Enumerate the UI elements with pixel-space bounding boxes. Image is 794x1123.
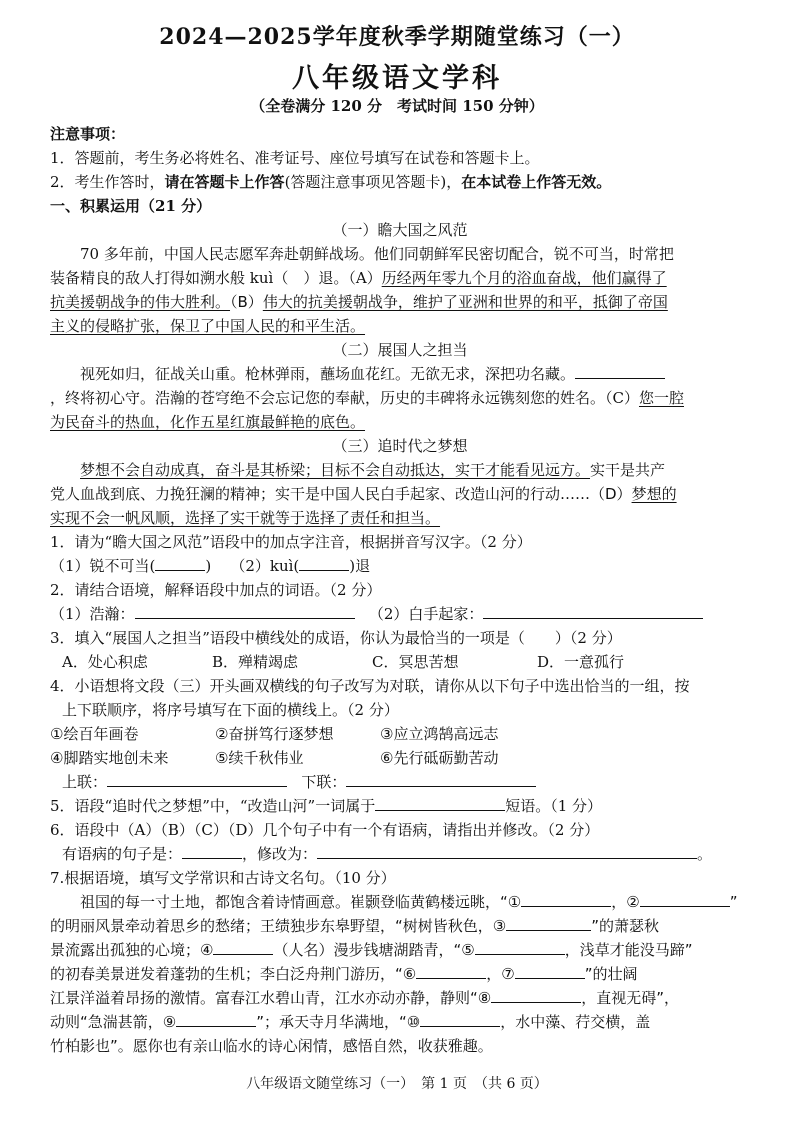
passage-3-line-2: 党人血战到底、力挽狂澜的精神；实干是中国人民白手起家、改造山河的行动……（D）梦想的 — [50, 485, 677, 503]
question-4-line-2: 上下联顺序，将序号填写在下面的横线上。（2 分） — [62, 701, 399, 719]
answer-blank[interactable] — [640, 890, 730, 907]
answer-blank[interactable] — [317, 842, 697, 859]
question-1-answers: （1）锐不可当( ) （2）kuì( )退 — [50, 554, 750, 578]
question-6-answers: 有语病的句子是： ，修改为： 。 — [50, 842, 750, 866]
answer-blank[interactable] — [155, 554, 205, 571]
notice-heading: 注意事项： — [50, 125, 126, 143]
sentence-option: ①绘百年画卷 — [50, 725, 139, 743]
question-7-line-7: 竹柏影也”。愿你也有亲山临水的诗心闲情，感悟自然，收获雅趣。 — [50, 1037, 493, 1055]
question-5: 5．语段“追时代之梦想”中，“改造山河”一词属于 短语。（1 分） — [50, 794, 750, 818]
passage-3-line-3: 实现不会一帆风顺，选择了实干就等于选择了责任和担当。 — [50, 509, 441, 527]
sentence-option: ⑤续千秋伟业 — [215, 749, 304, 767]
notice-item-1: 1．答题前，考生务必将姓名、准考证号、座位号填写在试卷和答题卡上。 — [50, 149, 540, 167]
option-b[interactable]: B．殚精竭虑 — [212, 653, 299, 671]
question-4-options-row-2 — [50, 746, 750, 770]
answer-blank[interactable] — [176, 1010, 256, 1027]
answer-blank[interactable] — [515, 962, 585, 979]
question-6: 6．语段中（A）（B）（C）（D）几个句子中有一个有语病，请指出并修改。（2 分） — [50, 821, 600, 839]
sentence-option: ⑥先行砥砺勤苦动 — [380, 749, 499, 767]
answer-blank[interactable] — [182, 842, 242, 859]
answer-blank[interactable] — [213, 938, 273, 955]
passage-2-line-2: ，终将初心守。浩瀚的苍穹绝不会忘记您的奉献，历史的丰碑将永远镌刻您的姓名。（C）您一腔 — [50, 389, 684, 407]
sentence-option: ④脚踏实地创未来 — [50, 749, 169, 767]
subject-title: 八年级语文学科 — [292, 63, 502, 94]
question-7-line-3: 景流露出孤独的心境；④ （人名）漫步钱塘湖踏青，“⑤ ，浅草才能没马蹄” — [50, 938, 750, 962]
exam-body — [50, 122, 750, 1058]
passage-1-line-1: 70 多年前，中国人民志愿军奔赴朝鲜战场。他们同朝鲜军民密切配合，锐不可当，时常把 — [80, 245, 674, 263]
question-2: 2．请结合语境，解释语段中加点的词语。（2 分） — [50, 581, 382, 599]
answer-blank[interactable] — [475, 938, 565, 955]
sentence-option: ②奋拼笃行逐梦想 — [215, 725, 334, 743]
question-2-answers: （1）浩瀚： （2）白手起家： — [50, 602, 750, 626]
passage-1-line-2: 装备精良的敌人打得如溯水般 kuì（ ）退。（A）历经两年零九个月的浴血奋战，他们赢得了 — [50, 269, 667, 287]
question-3: 3．填入“展国人之担当”语段中横线处的成语，你认为最恰当的一项是（ ）（2 分） — [50, 629, 622, 647]
question-7-line-4: 的初春美景迸发着蓬勃的生机；李白泛舟荆门游历，“⑥ ，⑦ ”的壮阔 — [50, 962, 750, 986]
exam-title: 2024—2025学年度秋季学期随堂练习（一） — [159, 24, 635, 50]
passage-2-line-1: 视死如归，征战关山重。枪林弹雨，蘸场血花红。无欲无求，深把功名藏。 — [50, 362, 750, 386]
question-3-options — [50, 650, 750, 674]
answer-blank[interactable] — [483, 602, 703, 619]
question-4-answers: 上联： 下联： — [50, 770, 750, 794]
subheading-2: （二）展国人之担当 — [332, 341, 468, 359]
question-1: 1．请为“瞻大国之风范”语段中的加点字注音，根据拼音写汉字。（2 分） — [50, 533, 532, 551]
answer-blank[interactable] — [521, 890, 611, 907]
subheading-1: （一）瞻大国之风范 — [332, 221, 468, 239]
question-7-line-2: 的明丽风景牵动着思乡的愁绪；王绩独步东皋野望，“树树皆秋色，③ ”的萧瑟秋 — [50, 914, 750, 938]
question-7-line-5: 江景洋溢着昂扬的激情。富春江水碧山青，江水亦动亦静，静则“⑧ ，直视无碍”， — [50, 986, 750, 1010]
answer-blank[interactable] — [299, 554, 349, 571]
answer-blank[interactable] — [575, 362, 665, 379]
answer-blank[interactable] — [107, 770, 287, 787]
question-7-line-1: 祖国的每一寸土地，都饱含着诗情画意。崔颢登临黄鹤楼远眺，“① ，② ” — [50, 890, 750, 914]
exam-info: （全卷满分 120 分 考试时间 150 分钟） — [250, 97, 544, 115]
page-footer: 八年级语文随堂练习（一） 第 1 页 （共 6 页） — [246, 1076, 548, 1092]
passage-2-line-3: 为民奋斗的热血，化作五星红旗最鲜艳的底色。 — [50, 413, 366, 431]
question-7: 7.根据语境，填写文学常识和古诗文名句。（10 分） — [50, 869, 396, 887]
option-c[interactable]: C．冥思苦想 — [372, 653, 459, 671]
question-7-line-6: 动则“急湍甚箭，⑨ ”；承天寺月华满地，“⑩ ，水中藻、荇交横，盖 — [50, 1010, 750, 1034]
answer-blank[interactable] — [346, 770, 536, 787]
option-d[interactable]: D．一意孤行 — [537, 653, 625, 671]
passage-1-line-3: 抗美援朝战争的伟大胜利。（B）伟大的抗美援朝战争，维护了亚洲和世界的和平，抵御了帝国 — [50, 293, 668, 311]
section-heading: 一、积累运用（21 分） — [50, 197, 212, 215]
answer-blank[interactable] — [506, 914, 591, 931]
option-a[interactable]: A．处心积虑 — [62, 653, 148, 671]
answer-blank[interactable] — [375, 794, 505, 811]
answer-blank[interactable] — [416, 962, 486, 979]
answer-blank[interactable] — [420, 1010, 500, 1027]
answer-blank[interactable] — [135, 602, 355, 619]
question-4-options-row-1 — [50, 722, 750, 746]
passage-3-line-1: 梦想不会自动成真，奋斗是其桥梁；目标不会自动抵达，实干才能看见远方。实干是共产 — [80, 461, 666, 479]
passage-1-line-4: 主义的侵略扩张，保卫了中国人民的和平生活。 — [50, 317, 366, 335]
answer-blank[interactable] — [491, 986, 581, 1003]
subheading-3: （三）追时代之梦想 — [332, 437, 468, 455]
question-4-line-1: 4．小语想将文段（三）开头画双横线的句子改写为对联，请你从以下句子中选出恰当的一组，按 — [50, 677, 690, 695]
sentence-option: ③应立鸿鹄高远志 — [380, 725, 499, 743]
notice-item-2: 2．考生作答时，请在答题卡上作答(答题注意事项见答题卡)，在本试卷上作答无效。 — [50, 173, 612, 191]
